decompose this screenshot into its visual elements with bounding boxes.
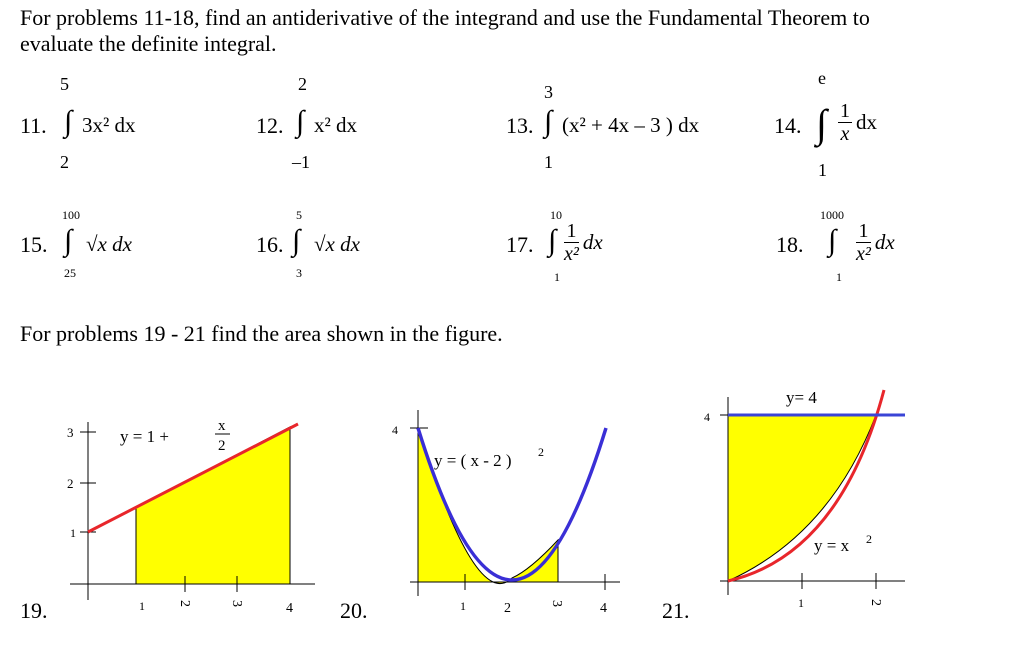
x-tick-label-2: 2 — [177, 600, 192, 607]
equation-label: y = ( x - 2 ) — [434, 451, 512, 470]
integral-sign-icon: ∫ — [548, 224, 557, 257]
lower-limit: 1 — [554, 270, 560, 284]
integral-sign-icon: ∫ — [296, 105, 305, 138]
integrand: x² dx — [314, 113, 358, 137]
equation-numerator: x — [218, 418, 226, 434]
lower-limit: 3 — [296, 266, 302, 280]
instructions-line-1: For problems 11-18, find an antiderivative of the integrand and use the Fundamental Theorem to — [20, 5, 870, 30]
x-tick-label-2: 2 — [504, 601, 511, 616]
upper-limit: 3 — [544, 82, 553, 102]
figure-19-label: 19. — [20, 598, 48, 623]
upper-limit: 1000 — [820, 208, 844, 222]
integral-sign-icon: ∫ — [64, 224, 73, 257]
integrand: √x dx — [314, 232, 360, 256]
figure-19-graph — [50, 400, 320, 625]
integrand: √x dx — [86, 232, 132, 256]
integrand — [856, 220, 895, 265]
differential: dx — [856, 110, 877, 134]
upper-limit: 2 — [298, 74, 307, 94]
denominator: x — [840, 123, 850, 145]
figure-21-label: 21. — [662, 598, 690, 623]
upper-limit: 5 — [60, 74, 69, 94]
numerator: 1 — [840, 100, 850, 122]
fraction — [564, 220, 579, 265]
y-tick-label-4: 4 — [704, 410, 710, 424]
problem-number: 11. — [20, 113, 47, 138]
numerator: 1 — [856, 220, 871, 243]
problem-number: 13. — [506, 113, 534, 138]
upper-limit: 100 — [62, 208, 80, 222]
line-label: y= 4 — [786, 388, 817, 407]
y-tick-label-3: 3 — [67, 425, 74, 440]
x-tick-label-1: 1 — [460, 599, 466, 613]
integral-sign-icon: ∫ — [544, 105, 553, 138]
x-tick-label-3: 3 — [229, 600, 244, 607]
problem-number: 16. — [256, 232, 284, 257]
denominator: x² — [564, 243, 579, 265]
integral-sign-icon: ∫ — [828, 224, 837, 257]
integral-sign-icon: ∫ — [292, 224, 301, 257]
curve-exponent: 2 — [866, 532, 872, 546]
y-tick-label-2: 2 — [67, 476, 74, 491]
lower-limit: 1 — [836, 270, 842, 284]
x-tick-label-4: 4 — [286, 601, 293, 616]
figure-21-graph — [690, 385, 915, 625]
x-tick-label-1: 1 — [139, 599, 145, 613]
instructions-line-2: evaluate the definite integral. — [20, 31, 277, 56]
shaded-area — [136, 427, 290, 584]
shaded-area — [728, 415, 876, 581]
x-tick-label-4: 4 — [600, 601, 607, 616]
equation-label: y = 1 + — [120, 427, 169, 446]
problem-number: 14. — [774, 113, 802, 138]
lower-limit: 25 — [64, 266, 76, 280]
integrand — [838, 100, 877, 145]
upper-limit: 5 — [296, 208, 302, 222]
lower-limit: 1 — [818, 160, 827, 180]
lower-limit: 2 — [60, 152, 69, 172]
equation-denominator: 2 — [218, 438, 226, 454]
integrand — [564, 220, 603, 265]
y-tick-label-4: 4 — [392, 423, 398, 437]
problem-number: 17. — [506, 232, 534, 257]
upper-limit: e — [818, 68, 826, 88]
figure-20-label: 20. — [340, 598, 368, 623]
numerator: 1 — [564, 220, 579, 243]
figure-20-graph — [390, 400, 630, 625]
fraction — [856, 220, 871, 265]
problem-number: 18. — [776, 232, 804, 257]
integral-sign-icon: ∫ — [64, 105, 73, 138]
denominator: x² — [856, 243, 871, 265]
differential: dx — [874, 230, 895, 254]
integrand: (x² + 4x – 3 ) dx — [562, 113, 700, 137]
fraction — [838, 100, 852, 145]
area-instructions: For problems 19 - 21 find the area shown in the figure. — [20, 321, 503, 346]
curve-label: y = x — [814, 536, 850, 555]
equation-exponent: 2 — [538, 445, 544, 459]
x-tick-label-2: 2 — [868, 599, 883, 606]
upper-limit: 10 — [550, 208, 562, 222]
problem-number: 12. — [256, 113, 284, 138]
lower-limit: –1 — [292, 152, 310, 172]
x-tick-label-1: 1 — [798, 596, 804, 610]
integral-sign-icon: ∫ — [816, 101, 827, 146]
differential: dx — [582, 230, 603, 254]
integrand: 3x² dx — [82, 113, 136, 137]
x-tick-label-3: 3 — [549, 600, 564, 607]
problem-number: 15. — [20, 232, 48, 257]
y-tick-label-1: 1 — [70, 526, 76, 540]
lower-limit: 1 — [544, 152, 553, 172]
